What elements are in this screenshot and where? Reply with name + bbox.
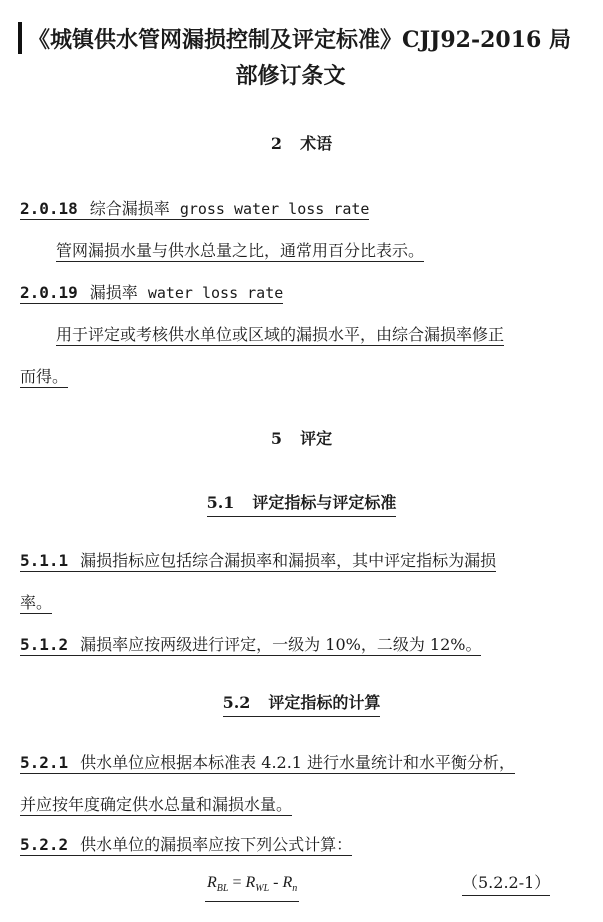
chapter-title: 评定 <box>300 429 333 448</box>
clause-5-2-2 <box>20 834 590 856</box>
equation-number: （5.2.2-1） <box>462 872 550 896</box>
formula-equals: = <box>228 874 246 891</box>
clause-text: 供水单位的漏损率应按下列公式计算： <box>80 835 353 854</box>
clause-2-0-19 <box>20 282 590 304</box>
clause-2-0-18-definition <box>56 240 603 262</box>
section-title: 评定指标与评定标准 <box>252 493 397 512</box>
definition-text: 管网漏损水量与供水总量之比，通常用百分比表示。 <box>56 241 425 260</box>
formula-term1: R <box>245 874 256 891</box>
section-title: 评定指标的计算 <box>268 693 381 712</box>
formula-lhs: R <box>207 874 217 891</box>
document-title-line1: 《城镇供水管网漏损控制及评定标准》CJJ92-2016 局 <box>28 27 571 53</box>
clause-5-2-1-line2 <box>20 794 590 816</box>
clause-number: 5.1.1 <box>20 551 69 570</box>
chapter-5-heading <box>0 428 603 450</box>
formula-5-2-2-1 <box>205 872 299 902</box>
title-accent-bar <box>18 22 22 54</box>
section-number: 5.1 <box>206 493 235 512</box>
clause-5-1-1-line2 <box>20 592 590 614</box>
formula-term2-subscript: n <box>292 883 298 895</box>
chapter-title: 术语 <box>300 134 333 153</box>
definition-text: 用于评定或考核供水单位或区域的漏损水平，由综合漏损率修正 <box>56 325 505 344</box>
clause-term: 综合漏损率 <box>89 199 170 218</box>
clause-text: 并应按年度确定供水总量和漏损水量。 <box>20 795 293 814</box>
clause-text: 漏损指标应包括综合漏损率和漏损率，其中评定指标为漏损 <box>80 551 497 570</box>
clause-2-0-18 <box>20 198 590 220</box>
clause-text: 漏损率应按两级进行评定，一级为 10%，二级为 12%。 <box>80 635 482 654</box>
section-number: 5.2 <box>222 693 251 712</box>
clause-number: 2.0.18 <box>20 199 78 218</box>
clause-2-0-19-definition-line1 <box>56 324 603 346</box>
clause-text: 率。 <box>20 593 53 612</box>
definition-text: 而得。 <box>20 367 69 386</box>
clause-text: 供水单位应根据本标准表 4.2.1 进行水量统计和水平衡分析， <box>80 753 516 772</box>
formula-minus: - <box>269 874 283 891</box>
formula-term1-subscript: WL <box>255 883 270 895</box>
section-5-2-heading <box>0 692 603 717</box>
chapter-2-heading <box>0 133 603 155</box>
clause-term-english: gross water loss rate <box>179 200 370 218</box>
clause-number: 5.1.2 <box>20 635 69 654</box>
chapter-number: 2 <box>270 134 283 153</box>
clause-5-1-2 <box>20 634 590 656</box>
document-title <box>28 22 593 94</box>
clause-5-2-1-line1 <box>20 752 590 774</box>
document-title-line2: 部修订条文 <box>235 63 346 89</box>
clause-number: 5.2.1 <box>20 753 69 772</box>
clause-5-1-1-line1 <box>20 550 590 572</box>
clause-number: 2.0.19 <box>20 283 78 302</box>
chapter-number: 5 <box>270 429 283 448</box>
formula-term2: R <box>282 874 293 891</box>
clause-2-0-19-definition-line2 <box>20 366 590 388</box>
section-5-1-heading <box>0 492 603 517</box>
formula-lhs-subscript: BL <box>216 883 229 895</box>
clause-term-english: water loss rate <box>147 284 284 302</box>
clause-term: 漏损率 <box>89 283 138 302</box>
clause-number: 5.2.2 <box>20 835 69 854</box>
